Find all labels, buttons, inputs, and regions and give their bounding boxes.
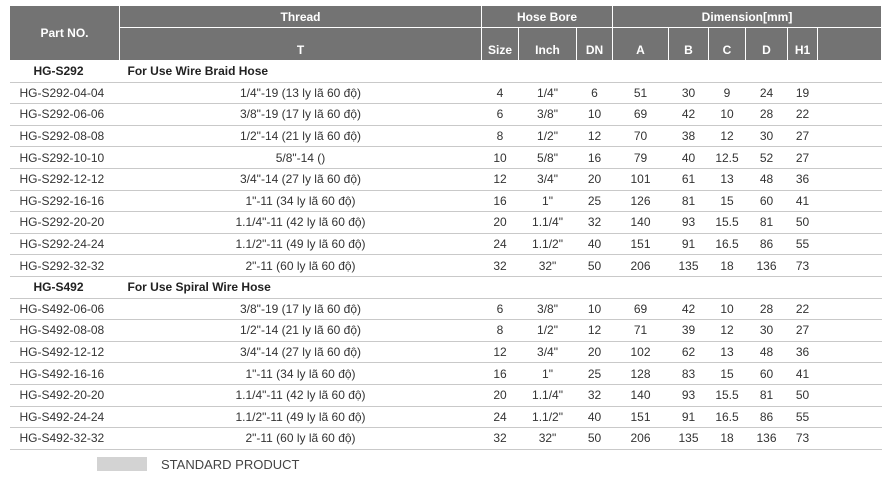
dim-d-cell: 28 [746,104,788,126]
part-no-cell: HG-S492-20-20 [10,384,120,406]
dim-c-cell: 18 [709,255,746,277]
dim-h1-cell: 27 [788,125,818,147]
dim-b-cell: 135 [669,255,709,277]
table-row [10,190,882,212]
thread-t-header: T [120,28,482,61]
dim-b-cell: 62 [669,341,709,363]
size-cell: 12 [482,168,519,190]
dn-cell: 12 [577,125,613,147]
dim-a-cell: 101 [613,168,669,190]
thread-cell: 1/2"-14 (21 ly lã 60 độ) [120,320,482,342]
inch-cell: 3/8" [519,298,577,320]
dim-h1-cell: 41 [788,363,818,385]
table-row [10,341,882,363]
dim-b-cell: 61 [669,168,709,190]
row-filler [818,104,882,126]
dim-b-cell: 93 [669,212,709,234]
dim-d-cell: 86 [746,233,788,255]
dim-h1-cell: 50 [788,212,818,234]
part-no-cell: HG-S492-12-12 [10,341,120,363]
dim-b-cell: 42 [669,104,709,126]
thread-cell: 3/4"-14 (27 ly lã 60 độ) [120,168,482,190]
dim-h1-cell: 73 [788,428,818,450]
row-filler [818,212,882,234]
dim-a-header: A [613,28,669,61]
hose-bore-header: Hose Bore [482,6,613,28]
thread-cell: 5/8"-14 () [120,147,482,169]
thread-cell: 2"-11 (60 ly lã 60 độ) [120,428,482,450]
group-name: HG-S492 [10,276,120,298]
dn-cell: 40 [577,406,613,428]
dim-b-cell: 81 [669,190,709,212]
dim-a-cell: 140 [613,384,669,406]
dim-d-cell: 136 [746,255,788,277]
size-cell: 24 [482,406,519,428]
size-cell: 24 [482,233,519,255]
dim-d-cell: 48 [746,168,788,190]
thread-cell: 3/8"-19 (17 ly lã 60 độ) [120,104,482,126]
dim-d-header: D [746,28,788,61]
dim-c-cell: 9 [709,82,746,104]
dn-cell: 10 [577,298,613,320]
dim-h1-cell: 22 [788,298,818,320]
dim-d-cell: 52 [746,147,788,169]
dn-cell: 10 [577,104,613,126]
dn-cell: 12 [577,320,613,342]
dimension-header: Dimension[mm] [613,6,882,28]
table-row [10,82,882,104]
dim-a-cell: 71 [613,320,669,342]
dim-d-cell: 81 [746,212,788,234]
dim-d-cell: 136 [746,428,788,450]
dn-cell: 16 [577,147,613,169]
dim-a-cell: 151 [613,233,669,255]
size-header: Size [482,28,519,61]
dim-c-cell: 15.5 [709,212,746,234]
size-cell: 12 [482,341,519,363]
row-filler [818,298,882,320]
thread-cell: 1.1/4"-11 (42 ly lã 60 độ) [120,384,482,406]
table-row [10,104,882,126]
dim-d-cell: 60 [746,190,788,212]
dim-a-cell: 206 [613,428,669,450]
dim-c-cell: 15 [709,190,746,212]
dim-a-cell: 51 [613,82,669,104]
inch-cell: 1.1/2" [519,406,577,428]
row-filler [818,147,882,169]
part-no-cell: HG-S292-16-16 [10,190,120,212]
table-row [10,255,882,277]
dim-h1-cell: 50 [788,384,818,406]
legend-swatch [97,457,147,471]
part-no-cell: HG-S492-24-24 [10,406,120,428]
dim-d-cell: 24 [746,82,788,104]
spec-table [9,5,882,450]
part-no-cell: HG-S292-32-32 [10,255,120,277]
table-header [10,6,882,61]
row-filler [818,341,882,363]
table-row [10,363,882,385]
dim-a-cell: 69 [613,104,669,126]
dn-cell: 20 [577,341,613,363]
dim-h1-cell: 73 [788,255,818,277]
dim-d-cell: 28 [746,298,788,320]
dim-d-cell: 86 [746,406,788,428]
dim-c-cell: 13 [709,168,746,190]
dim-c-cell: 10 [709,298,746,320]
row-filler [818,363,882,385]
part-no-cell: HG-S292-04-04 [10,82,120,104]
dn-header: DN [577,28,613,61]
size-cell: 32 [482,255,519,277]
part-no-cell: HG-S492-08-08 [10,320,120,342]
table-row [10,233,882,255]
dim-a-cell: 126 [613,190,669,212]
dim-a-cell: 140 [613,212,669,234]
table-body [10,61,882,450]
dim-h1-cell: 55 [788,406,818,428]
dim-d-cell: 81 [746,384,788,406]
size-cell: 6 [482,298,519,320]
dim-h1-cell: 36 [788,341,818,363]
row-filler [818,168,882,190]
dim-a-cell: 128 [613,363,669,385]
row-filler [818,190,882,212]
row-filler [818,82,882,104]
table-row [10,384,882,406]
part-no-cell: HG-S492-16-16 [10,363,120,385]
dn-cell: 50 [577,428,613,450]
part-no-cell: HG-S292-08-08 [10,125,120,147]
row-filler [818,406,882,428]
thread-cell: 1/2"-14 (21 ly lã 60 độ) [120,125,482,147]
dim-c-cell: 12 [709,320,746,342]
dn-cell: 50 [577,255,613,277]
inch-cell: 3/4" [519,341,577,363]
part-no-cell: HG-S492-32-32 [10,428,120,450]
dn-cell: 25 [577,363,613,385]
legend-label: STANDARD PRODUCT [161,456,300,472]
dn-cell: 40 [577,233,613,255]
size-cell: 20 [482,384,519,406]
part-no-cell: HG-S292-12-12 [10,168,120,190]
part-no-cell: HG-S292-24-24 [10,233,120,255]
dim-c-cell: 15 [709,363,746,385]
row-filler [818,255,882,277]
dim-d-cell: 60 [746,363,788,385]
inch-cell: 1" [519,363,577,385]
dim-c-cell: 12.5 [709,147,746,169]
dim-b-cell: 42 [669,298,709,320]
dn-cell: 20 [577,168,613,190]
row-filler [818,384,882,406]
dn-cell: 25 [577,190,613,212]
thread-cell: 3/8"-19 (17 ly lã 60 độ) [120,298,482,320]
dim-d-cell: 30 [746,125,788,147]
dim-a-cell: 70 [613,125,669,147]
part-no-cell: HG-S292-06-06 [10,104,120,126]
row-filler [818,320,882,342]
dim-h1-cell: 27 [788,320,818,342]
thread-header: Thread [120,6,482,28]
dn-cell: 6 [577,82,613,104]
group-description: For Use Wire Braid Hose [120,61,882,83]
inch-cell: 1" [519,190,577,212]
inch-cell: 1/2" [519,125,577,147]
inch-cell: 32" [519,255,577,277]
table-row [10,168,882,190]
dim-h1-cell: 55 [788,233,818,255]
dim-c-cell: 12 [709,125,746,147]
size-cell: 32 [482,428,519,450]
table-row [10,298,882,320]
dim-b-cell: 135 [669,428,709,450]
dim-a-cell: 206 [613,255,669,277]
group-row [10,276,882,298]
dn-cell: 32 [577,384,613,406]
group-row [10,61,882,83]
part-no-cell: HG-S292-10-10 [10,147,120,169]
dim-d-cell: 30 [746,320,788,342]
part-no-cell: HG-S292-20-20 [10,212,120,234]
inch-cell: 32" [519,428,577,450]
dn-cell: 32 [577,212,613,234]
header-filler [818,28,882,61]
size-cell: 4 [482,82,519,104]
table-row [10,406,882,428]
dim-h1-header: H1 [788,28,818,61]
table-row [10,147,882,169]
row-filler [818,428,882,450]
inch-cell: 1.1/2" [519,233,577,255]
dim-a-cell: 79 [613,147,669,169]
table-row [10,320,882,342]
dim-c-header: C [709,28,746,61]
row-filler [818,125,882,147]
inch-cell: 3/4" [519,168,577,190]
dim-b-cell: 93 [669,384,709,406]
dim-a-cell: 151 [613,406,669,428]
group-description: For Use Spiral Wire Hose [120,276,882,298]
thread-cell: 1.1/2"-11 (49 ly lã 60 độ) [120,233,482,255]
part-no-cell: HG-S492-06-06 [10,298,120,320]
dim-c-cell: 10 [709,104,746,126]
dim-b-cell: 83 [669,363,709,385]
dim-c-cell: 13 [709,341,746,363]
dim-a-cell: 69 [613,298,669,320]
thread-cell: 1"-11 (34 ly lã 60 độ) [120,363,482,385]
thread-cell: 2"-11 (60 ly lã 60 độ) [120,255,482,277]
dim-b-cell: 40 [669,147,709,169]
dim-d-cell: 48 [746,341,788,363]
inch-cell: 3/8" [519,104,577,126]
dim-b-cell: 38 [669,125,709,147]
size-cell: 6 [482,104,519,126]
thread-cell: 1.1/2"-11 (49 ly lã 60 độ) [120,406,482,428]
size-cell: 20 [482,212,519,234]
size-cell: 8 [482,320,519,342]
table-row [10,428,882,450]
dim-b-cell: 91 [669,233,709,255]
inch-header: Inch [519,28,577,61]
group-name: HG-S292 [10,61,120,83]
dim-h1-cell: 19 [788,82,818,104]
inch-cell: 1.1/4" [519,384,577,406]
part-no-header: Part NO. [10,6,120,61]
thread-cell: 3/4"-14 (27 ly lã 60 độ) [120,341,482,363]
dim-b-header: B [669,28,709,61]
table-row [10,125,882,147]
thread-cell: 1.1/4"-11 (42 ly lã 60 độ) [120,212,482,234]
size-cell: 10 [482,147,519,169]
dim-c-cell: 16.5 [709,406,746,428]
row-filler [818,233,882,255]
thread-cell: 1"-11 (34 ly lã 60 độ) [120,190,482,212]
size-cell: 16 [482,363,519,385]
dim-c-cell: 16.5 [709,233,746,255]
inch-cell: 1.1/4" [519,212,577,234]
dim-h1-cell: 22 [788,104,818,126]
size-cell: 8 [482,125,519,147]
dim-c-cell: 15.5 [709,384,746,406]
inch-cell: 5/8" [519,147,577,169]
thread-cell: 1/4"-19 (13 ly lã 60 độ) [120,82,482,104]
dim-b-cell: 39 [669,320,709,342]
dim-b-cell: 30 [669,82,709,104]
inch-cell: 1/2" [519,320,577,342]
table-row [10,212,882,234]
dim-a-cell: 102 [613,341,669,363]
dim-h1-cell: 27 [788,147,818,169]
legend [97,456,299,472]
size-cell: 16 [482,190,519,212]
dim-c-cell: 18 [709,428,746,450]
dim-h1-cell: 36 [788,168,818,190]
inch-cell: 1/4" [519,82,577,104]
dim-b-cell: 91 [669,406,709,428]
dim-h1-cell: 41 [788,190,818,212]
